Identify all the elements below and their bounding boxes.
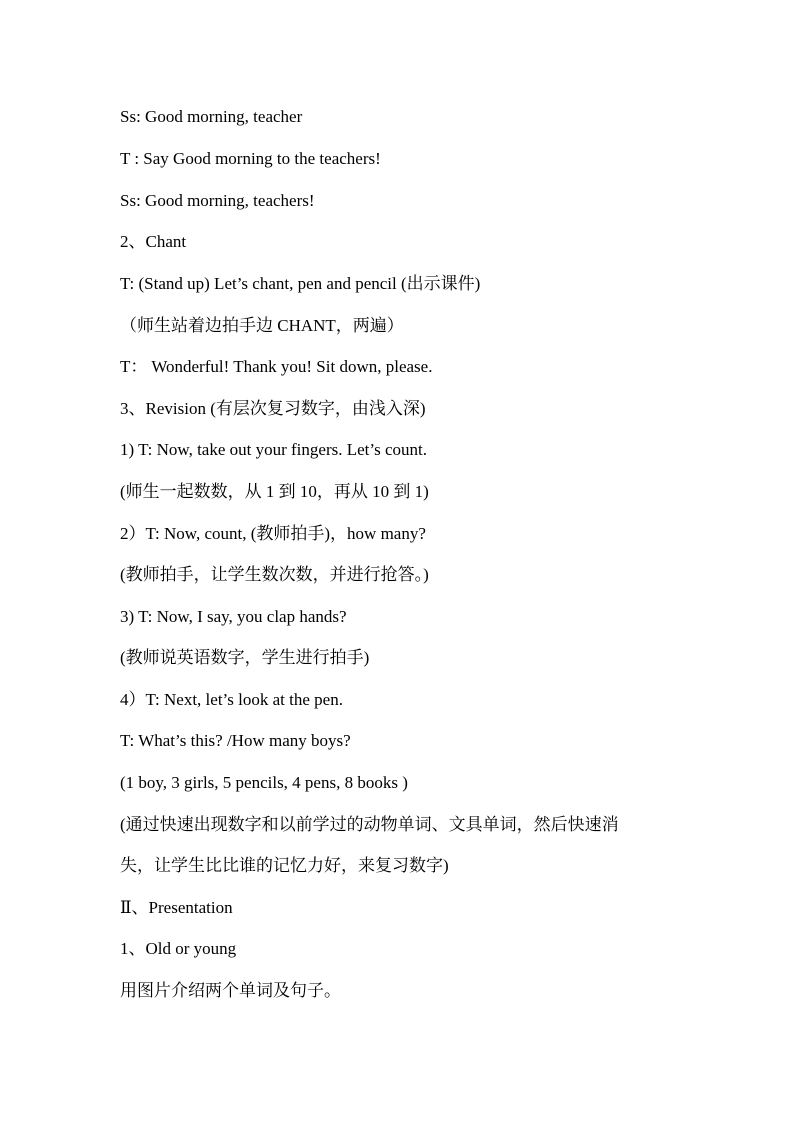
text-line: 3) T: Now, I say, you clap hands? (120, 607, 347, 626)
text-line: (师生一起数数，从 1 到 10，再从 10 到 1) (120, 482, 429, 501)
text-line: 用图片介绍两个单词及句子。 (120, 981, 341, 1000)
text-line: (教师说英语数字，学生进行拍手) (120, 648, 370, 667)
text-line: (通过快速出现数字和以前学过的动物单词、文具单词，然后快速消 (120, 815, 619, 834)
text-line: (教师拍手，让学生数次数，并进行抢答。) (120, 565, 429, 584)
text-line: 1) T: Now, take out your fingers. Let’s count. (120, 440, 427, 459)
text-line: 失，让学生比比谁的记忆力好，来复习数字) (120, 856, 449, 875)
text-line: T: (Stand up) Let’s chant, pen and pencil (出示课件) (120, 274, 481, 293)
subsection-heading: 1、Old or young (120, 939, 237, 958)
text-line: 2）T: Now, count, (教师拍手)，how many? (120, 524, 426, 543)
section-heading: 3、Revision (有层次复习数字，由浅入深) (120, 399, 426, 418)
text-line: Ss: Good morning, teacher (120, 107, 303, 126)
section-heading: 2、Chant (120, 232, 187, 251)
text-line: 4）T: Next, let’s look at the pen. (120, 690, 343, 709)
text-line: Ss: Good morning, teachers! (120, 191, 315, 210)
text-line: T: What’s this? /How many boys? (120, 731, 351, 750)
text-line: (1 boy, 3 girls, 5 pencils, 4 pens, 8 books ) (120, 773, 408, 792)
text-line: T： Wonderful! Thank you! Sit down, please. (120, 357, 433, 376)
text-line: （师生站着边拍手边 CHANT，两遍） (120, 316, 404, 335)
text-line: T : Say Good morning to the teachers! (120, 149, 381, 168)
section-heading: Ⅱ、Presentation (120, 898, 233, 917)
